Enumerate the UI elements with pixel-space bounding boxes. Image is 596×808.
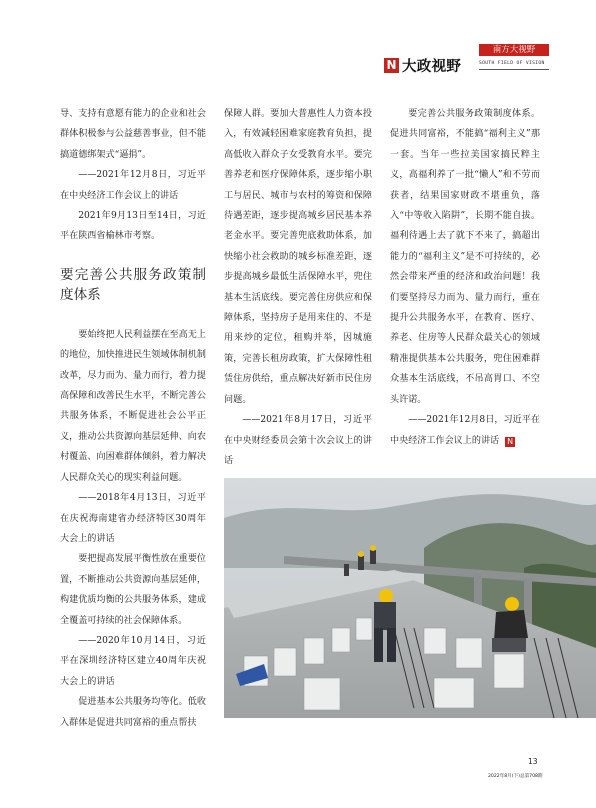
paragraph: 要完善公共服务政策制度体系。促进共同富裕，不能搞“福利主义”那一套。当年一些拉美国家搞民粹主义，高福利养了一批“懒人”和不劳而获者，结果国家财政不堪重负，落入“中等收入陷阱”，长期不能自拔。福利待遇上去了就下不来了，搞超出能力的“福利主义”是不可持续的，必然会带来严重的经济和政治问题！我们要坚持尽力而为、量力而行，重在提升公共服务水平，在教育、医疗、养老、住房等人民群众最关心的领域精准提供基本公共服务，兜住困难群众基本生活底线，不吊高胃口、不空头许诺。 — [390, 109, 540, 405]
citation: ——2021年12月8日，习近平在中央经济工作会议上的讲话 — [60, 170, 206, 201]
text-column-1 — [60, 104, 206, 733]
paragraph: 保障人群。要加大普惠性人力资本投入，有效减轻困难家庭教育负担，提高低收入群众子女受教育水平。要完善养老和医疗保障体系，逐步缩小职工与居民、城市与农村的筹资和保障待遇差距，逐步提高城乡居民基本养老金水平。要完善兜底救助体系，加快缩小社会救助的城乡标准差距，逐步提高城乡最低生活保障水平，兜住基本生活底线。要完善住房供应和保障体系，坚持房子是用来住的、不是用来炒的定位，租购并举，因城施策，完善长租房政策，扩大保障性租赁住房供给，重点解决好新市民住房问题。 — [224, 109, 372, 405]
citation: ——2021年8月17日，习近平在中央财经委员会第十次会议上的讲话 — [224, 415, 372, 466]
page-number: 13 — [528, 757, 538, 766]
issue-info: 2022年8月(下)总第708期 — [488, 774, 543, 779]
photo-bridge-construction — [224, 478, 596, 718]
citation — [390, 410, 540, 451]
text-column-3 — [390, 104, 540, 451]
text-column-2 — [224, 104, 372, 471]
magazine-tag: 南方大视野 — [479, 44, 549, 56]
magazine-tag-english: SOUTH FIELD OF VISION — [479, 61, 545, 66]
citation: ——2020年10月14日，习近平在深圳经济特区建立40周年庆祝大会上的讲话 — [60, 635, 206, 687]
end-mark-icon: N — [505, 437, 515, 447]
section-title: 大政视野 — [402, 59, 462, 75]
magazine-header — [384, 44, 550, 76]
citation-text: ——2021年12月8日，习近平在中央经济工作会议上的讲话 — [390, 415, 540, 446]
paragraph: 要把提高发展平衡性放在重要位置，不断推动公共资源向基层延伸，构建优质均衡的公共服务体系，建成全覆盖可持续的社会保障体系。 — [60, 554, 206, 626]
citation: 2021年9月13日至14日，习近平在陕西省榆林市考察。 — [60, 211, 206, 242]
paragraph: 导、支持有意愿有能力的企业和社会群体积极参与公益慈善事业，但不能搞道德绑架式“逼捐”。 — [60, 109, 206, 160]
paragraph: 促进基本公共服务均等化。低收入群体是促进共同富裕的重点帮扶 — [60, 697, 206, 728]
citation: ——2018年4月13日，习近平在庆祝海南建省办经济特区30周年大会上的讲话 — [60, 493, 206, 544]
paragraph: 要始终把人民利益摆在至高无上的地位，加快推进民生领域体制机制改革，尽力而为、量力而行，着力提高保障和改善民生水平，不断完善公共服务体系，不断促进社会公平正义，推动公共资源向基层延伸、向农村覆盖、向困难群体倾斜，着力解决人民群众关心的现实利益问题。 — [60, 329, 206, 483]
header-divider — [479, 69, 549, 70]
section-heading: 要完善公共服务政策制度体系 — [60, 266, 206, 303]
logo-mark-icon: N — [384, 58, 399, 73]
